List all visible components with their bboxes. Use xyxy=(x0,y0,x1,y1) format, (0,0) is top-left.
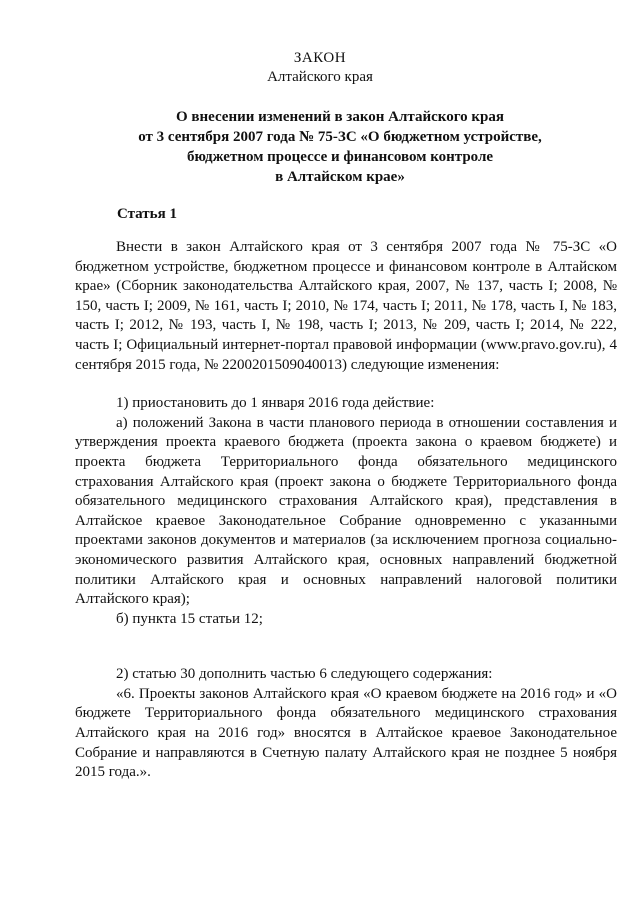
paragraph-quote: «6. Проекты законов Алтайского края «О краевом бюджете на 2016 год» и «О бюджете Территориального фонда обязательного медицинского страхования Алтайского края на 2016 год» вносятся в Алтайское краевое Законодательное Собрание и направляются в Счетную палату Алтайского края не позднее 5 ноября 2015 года.». xyxy=(75,685,617,781)
paragraph-item-2: 2) статью 30 дополнить частью 6 следующего содержания: xyxy=(116,666,493,683)
document-title xyxy=(40,107,640,187)
paragraph-item-1: 1) приостановить до 1 января 2016 года действие: xyxy=(116,395,435,412)
document-region: Алтайского края xyxy=(267,69,373,85)
title-line: О внесении изменений в закон Алтайского края xyxy=(175,109,505,125)
title-line: от 3 сентября 2007 года № 75-ЗС «О бюджетном устройстве, xyxy=(138,129,542,145)
paragraph-subitem-a: а) положений Закона в части планового периода в отношении составления и утверждения проекта краевого бюджета (проекта закона о краевом бюджете) и проекта бюджета Территориального фонда обязательного медицинского страхования Алтайского края (проект закона о бюджете Территориального фонда обязательного медицинского страхования Алтайского края), представления в Алтайское краевое Законодательное Собрание одновременно с указанными проектами законов документов и материалов (за исключением прогноза социально-экономического развития Алтайского края, основных направлений бюджетной политики Алтайского края и основных направлений налоговой политики Алтайского края); xyxy=(75,414,617,608)
document-type: ЗАКОН xyxy=(293,50,347,66)
article-body xyxy=(75,238,617,783)
paragraph-intro: Внести в закон Алтайского края от 3 сентября 2007 года № 75-ЗС «О бюджетном устройстве, бюджетном процессе и финансовом контроле в Алтайском крае» (Сборник законодательства Алтайского края, 2007, № 137, часть I; 2008, № 150, часть I; 2009, № 161, часть I; 2010, № 174, часть I; 2011, № 178, часть I, № 183, часть I; 2012, № 193, часть I, № 198, часть I; 2013, № 209, часть I; 2014, № 222, часть I; Официальный интернет-портал правовой информации (www.pravo.gov.ru), 4 сентября 2015 года, № 2200201509040013) следующие изменения: xyxy=(75,239,617,373)
article-heading: Статья 1 xyxy=(117,206,177,222)
title-line: бюджетном процессе и финансовом контроле xyxy=(186,149,494,165)
title-line: в Алтайском крае» xyxy=(275,169,405,185)
paragraph-subitem-b: б) пункта 15 статьи 12; xyxy=(116,610,263,627)
